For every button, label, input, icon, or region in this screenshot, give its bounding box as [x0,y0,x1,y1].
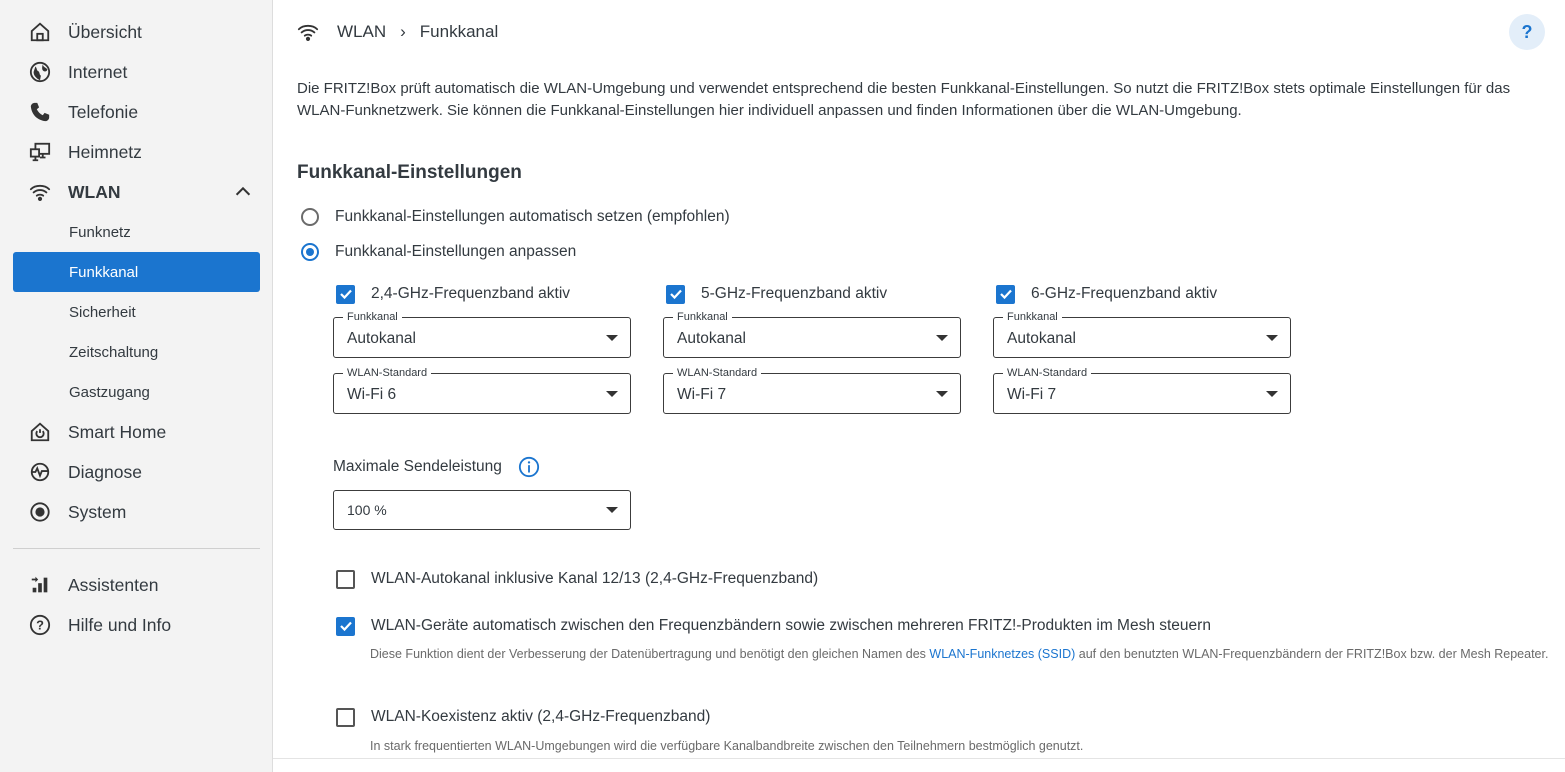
field-label: Funkkanal [673,311,732,323]
checkbox-label: 2,4-GHz-Frequenzband aktiv [371,285,571,302]
option-coexistence-desc: In stark frequentierten WLAN-Umgebungen wird die verfügbare Kanalbandbreite zwischen den Teilnehmern bestmöglich genutzt. [370,739,1084,753]
sidebar [0,0,273,772]
help-icon [28,613,52,637]
checkbox[interactable] [666,285,685,304]
breadcrumb [297,18,498,46]
checkbox[interactable] [996,285,1015,304]
band-6-checkbox-row[interactable] [996,282,1217,306]
checkbox[interactable] [336,617,355,636]
main-content [273,0,1565,772]
globe-icon [28,60,52,84]
chevron-up-icon[interactable] [232,181,254,203]
nav-item-uebersicht[interactable] [0,12,273,52]
band-24-standard-select[interactable] [333,367,631,414]
svg-text:?: ? [36,617,44,633]
sub-label: Gastzugang [69,383,150,401]
checkbox-label: WLAN-Autokanal inklusive Kanal 12/13 (2,4-GHz-Frequenzband) [371,570,819,587]
sidebar-divider [13,548,260,549]
dropdown-arrow-icon [1266,391,1278,397]
radio-button[interactable] [301,208,319,226]
sub-label: Sicherheit [69,303,136,321]
nav-item-smart-home[interactable] [0,412,273,452]
sidebar-item-sicherheit[interactable] [13,292,260,332]
field-label: WLAN-Standard [673,367,761,379]
dropdown-arrow-icon [606,507,618,513]
field-value: Wi-Fi 7 [1007,386,1057,403]
nav-item-hilfe[interactable] [0,605,273,645]
option-autokanal-row[interactable] [336,567,818,591]
band-6-standard-select[interactable] [993,367,1291,414]
intro-text: Die FRITZ!Box prüft automatisch die WLAN-Umgebung und verwendet entsprechend die besten Funkkanal-Einstellungen. So nutzt die FRITZ!Box stets optimale Einstellungen für das WLAN-Funknetzwerk. Sie können die Funkkanal-Einstellungen hier individuell anpassen und finden Informationen über die WLAN-Umgebung. [297,80,1511,119]
band-5-standard-select[interactable] [663,367,961,414]
sub-label: Funkkanal [69,263,139,281]
dropdown-arrow-icon [936,391,948,397]
field-label: Funkkanal [1003,311,1062,323]
nav-label: Heimnetz [68,141,142,162]
radio-custom[interactable] [301,240,576,264]
assistant-icon [28,573,52,597]
checkbox-label: WLAN-Koexistenz aktiv (2,4-GHz-Frequenzband) [371,708,711,725]
option-mesh-steering-row[interactable] [336,614,1211,638]
power-select[interactable] [333,490,631,530]
sidebar-item-funknetz[interactable] [13,212,260,252]
checkbox-label: 6-GHz-Frequenzband aktiv [1031,285,1218,302]
nav-label: System [68,501,127,522]
diagnose-icon [28,460,52,484]
field-label: Funkkanal [343,311,402,323]
breadcrumb-separator: › [400,22,406,41]
field-value: Wi-Fi 6 [347,386,397,403]
help-button[interactable]: ? [1509,14,1545,50]
sub-label: Funknetz [69,223,131,241]
power-label-row [333,456,540,478]
band-5-checkbox-row[interactable] [666,282,887,306]
nav-label: Hilfe und Info [68,614,172,635]
field-label: WLAN-Standard [343,367,431,379]
power-label: Maximale Sendeleistung [333,458,502,475]
option-coexistence-row[interactable] [336,705,710,729]
nav-label: Assistenten [68,574,159,595]
dropdown-arrow-icon [1266,335,1278,341]
bottom-divider [273,758,1565,759]
band-5-channel-select[interactable] [663,311,961,358]
wifi-icon [28,180,52,204]
home-icon [28,20,52,44]
radio-label: Funkkanal-Einstellungen automatisch setzen (empfohlen) [335,208,730,225]
section-title: Funkkanal-Einstellungen [297,162,522,183]
breadcrumb-page: Funkkanal [419,22,499,41]
nav-label: Smart Home [68,421,167,442]
nav-item-assistenten[interactable] [0,565,273,605]
nav-label: Diagnose [68,461,142,482]
network-icon [28,140,52,164]
nav-label: WLAN [68,181,121,202]
nav-label: Internet [68,61,128,82]
nav-item-diagnose[interactable] [0,452,273,492]
nav-label: Übersicht [68,21,142,42]
wifi-icon [297,21,319,43]
power-icon [28,420,52,444]
sidebar-item-gastzugang[interactable] [13,372,260,412]
nav-item-internet[interactable] [0,52,273,92]
nav-item-wlan[interactable] [0,172,273,212]
field-value: Autokanal [347,330,416,347]
dropdown-arrow-icon [936,335,948,341]
checkbox[interactable] [336,708,355,727]
checkbox-label: WLAN-Geräte automatisch zwischen den Frequenzbändern sowie zwischen mehreren FRITZ!-Produkten im Mesh steuern [371,617,1211,634]
checkbox-label: 5-GHz-Frequenzband aktiv [701,285,888,302]
desc-text: auf den benutzten WLAN-Frequenzbändern der FRITZ!Box bzw. der Mesh Repeater. [1075,647,1549,661]
breadcrumb-section[interactable]: WLAN [337,22,387,41]
radio-label: Funkkanal-Einstellungen anpassen [335,243,577,260]
nav-item-telefonie[interactable] [0,92,273,132]
sub-label: Zeitschaltung [69,343,159,361]
radio-auto[interactable] [301,205,730,229]
phone-icon [28,100,52,124]
dropdown-arrow-icon [606,335,618,341]
dropdown-arrow-icon [606,391,618,397]
checkbox[interactable] [336,570,355,589]
band-24-channel-select[interactable] [333,311,631,358]
field-label: WLAN-Standard [1003,367,1091,379]
band-6-channel-select[interactable] [993,311,1291,358]
nav-item-heimnetz[interactable] [0,132,273,172]
sidebar-item-funkkanal[interactable] [13,252,260,292]
radio-button[interactable] [301,243,319,261]
info-icon[interactable] [518,456,540,478]
power-value: 100 % [347,502,387,518]
nav-item-system[interactable] [0,492,273,532]
nav-label: Telefonie [68,101,139,122]
desc-text: Diese Funktion dient der Verbesserung der Datenübertragung und benötigt den gleichen Namen des [370,647,930,661]
option-mesh-steering-desc [370,645,1550,664]
field-value: Wi-Fi 7 [677,386,727,403]
field-value: Autokanal [677,330,746,347]
sidebar-item-zeitschaltung[interactable] [13,332,260,372]
checkbox[interactable] [336,285,355,304]
field-value: Autokanal [1007,330,1076,347]
ssid-link[interactable]: WLAN-Funknetzes (SSID) [929,647,1076,661]
band-24-checkbox-row[interactable] [336,282,570,306]
system-icon [28,500,52,524]
